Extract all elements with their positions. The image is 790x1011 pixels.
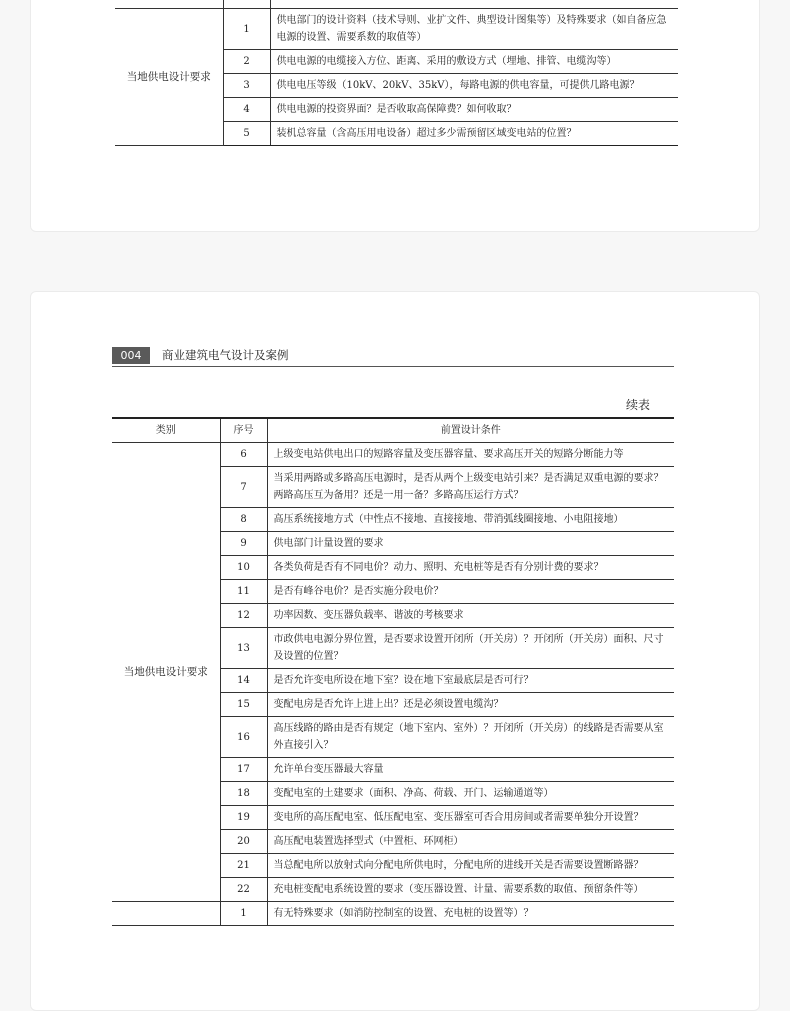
row-number: 19 xyxy=(220,806,267,830)
table-header-row xyxy=(112,418,674,443)
row-text: 装机总容量（含高压用电设备）超过多少需预留区域变电站的位置？ xyxy=(270,122,678,146)
row-text: 有无特殊要求（如消防控制室的设置、充电桩的设置等）？ xyxy=(267,902,674,926)
row-text: 变配电室的土建要求（面积、净高、荷载、开门、运输通道等） xyxy=(267,782,674,806)
table-row xyxy=(112,443,674,467)
book-title: 商业建筑电气设计及案例 xyxy=(162,348,289,362)
row-text: 功率因数、变压器负载率、谐波的考核要求 xyxy=(267,604,674,628)
column-header-number: 序号 xyxy=(220,418,267,443)
row-text: 变电所的高压配电室、低压配电室、变压器室可否合用房间或者需要单独分开设置？ xyxy=(267,806,674,830)
row-number: 12 xyxy=(220,604,267,628)
previous-page-table xyxy=(115,0,678,146)
row-text: 市政供电电源分界位置，是否要求设置开闭所（开关房）？开闭所（开关房）面积、尺寸及设置的位置？ xyxy=(267,628,674,669)
row-number: 9 xyxy=(220,532,267,556)
row-number: 17 xyxy=(220,758,267,782)
row-number: 2 xyxy=(223,50,270,74)
row-text: 各类负荷是否有不同电价？动力、照明、充电桩等是否有分别计费的要求？ xyxy=(267,556,674,580)
row-number: 21 xyxy=(220,854,267,878)
row-text: 高压线路的路由是否有规定（地下室内、室外）？开闭所（开关房）的线路是否需要从室外直接引入？ xyxy=(267,717,674,758)
design-conditions-table xyxy=(112,417,674,926)
row-text: 高压系统接地方式（中性点不接地、直接接地、带消弧线圈接地、小电阻接地） xyxy=(267,508,674,532)
row-number: 4 xyxy=(223,98,270,122)
row-number: 14 xyxy=(220,669,267,693)
row-text: 供电电源的电缆接入方位、距离、采用的敷设方式（埋地、排管、电缆沟等） xyxy=(270,50,678,74)
row-number: 8 xyxy=(220,508,267,532)
row-text: 供电电压等级（10kV、20kV、35kV），每路电源的供电容量，可提供几路电源？ xyxy=(270,74,678,98)
column-header-category: 类别 xyxy=(112,418,220,443)
row-number: 10 xyxy=(220,556,267,580)
row-number xyxy=(223,0,270,9)
row-number: 1 xyxy=(220,902,267,926)
table-row xyxy=(112,902,674,926)
row-number: 22 xyxy=(220,878,267,902)
page-header xyxy=(112,346,674,367)
table-row xyxy=(115,0,678,9)
row-text: 高压配电装置选择型式（中置柜、环网柜） xyxy=(267,830,674,854)
row-text: 是否有峰谷电价？是否实施分段电价？ xyxy=(267,580,674,604)
next-category-cell xyxy=(112,902,220,926)
row-text: 上级变电站供电出口的短路容量及变压器容量、要求高压开关的短路分断能力等 xyxy=(267,443,674,467)
column-header-condition: 前置设计条件 xyxy=(267,418,674,443)
row-number: 5 xyxy=(223,122,270,146)
row-number: 18 xyxy=(220,782,267,806)
continuation-label: 续表 xyxy=(626,398,651,412)
category-cell-partial xyxy=(115,0,223,9)
row-text: 供电部门计量设置的要求 xyxy=(267,532,674,556)
row-number: 11 xyxy=(220,580,267,604)
row-text: 允许单台变压器最大容量 xyxy=(267,758,674,782)
category-cell: 当地供电设计要求 xyxy=(115,9,223,146)
row-text: 当总配电所以放射式向分配电所供电时，分配电所的进线开关是否需要设置断路器？ xyxy=(267,854,674,878)
row-text: 变配电房是否允许上进上出？还是必须设置电缆沟？ xyxy=(267,693,674,717)
row-text: 供电电源的投资界面？是否收取高保障费？如何收取？ xyxy=(270,98,678,122)
row-number: 15 xyxy=(220,693,267,717)
row-text xyxy=(270,0,678,9)
row-number: 16 xyxy=(220,717,267,758)
row-text: 供电部门的设计资料（技术导则、业扩文件、典型设计图集等）及特殊要求（如自备应急电源的设置、需要系数的取值等） xyxy=(270,9,678,50)
row-text: 充电桩变配电系统设置的要求（变压器设置、计量、需要系数的取值、预留条件等） xyxy=(267,878,674,902)
row-number: 1 xyxy=(223,9,270,50)
row-number: 20 xyxy=(220,830,267,854)
row-number: 7 xyxy=(220,467,267,508)
row-number: 3 xyxy=(223,74,270,98)
table-row xyxy=(115,9,678,50)
category-cell: 当地供电设计要求 xyxy=(112,443,220,902)
row-number: 13 xyxy=(220,628,267,669)
page-number-badge: 004 xyxy=(112,347,150,364)
row-text: 当采用两路或多路高压电源时，是否从两个上级变电站引来？是否满足双重电源的要求？两路高压互为备用？还是一用一备？多路高压运行方式？ xyxy=(267,467,674,508)
row-number: 6 xyxy=(220,443,267,467)
row-text: 是否允许变电所设在地下室？设在地下室最底层是否可行？ xyxy=(267,669,674,693)
